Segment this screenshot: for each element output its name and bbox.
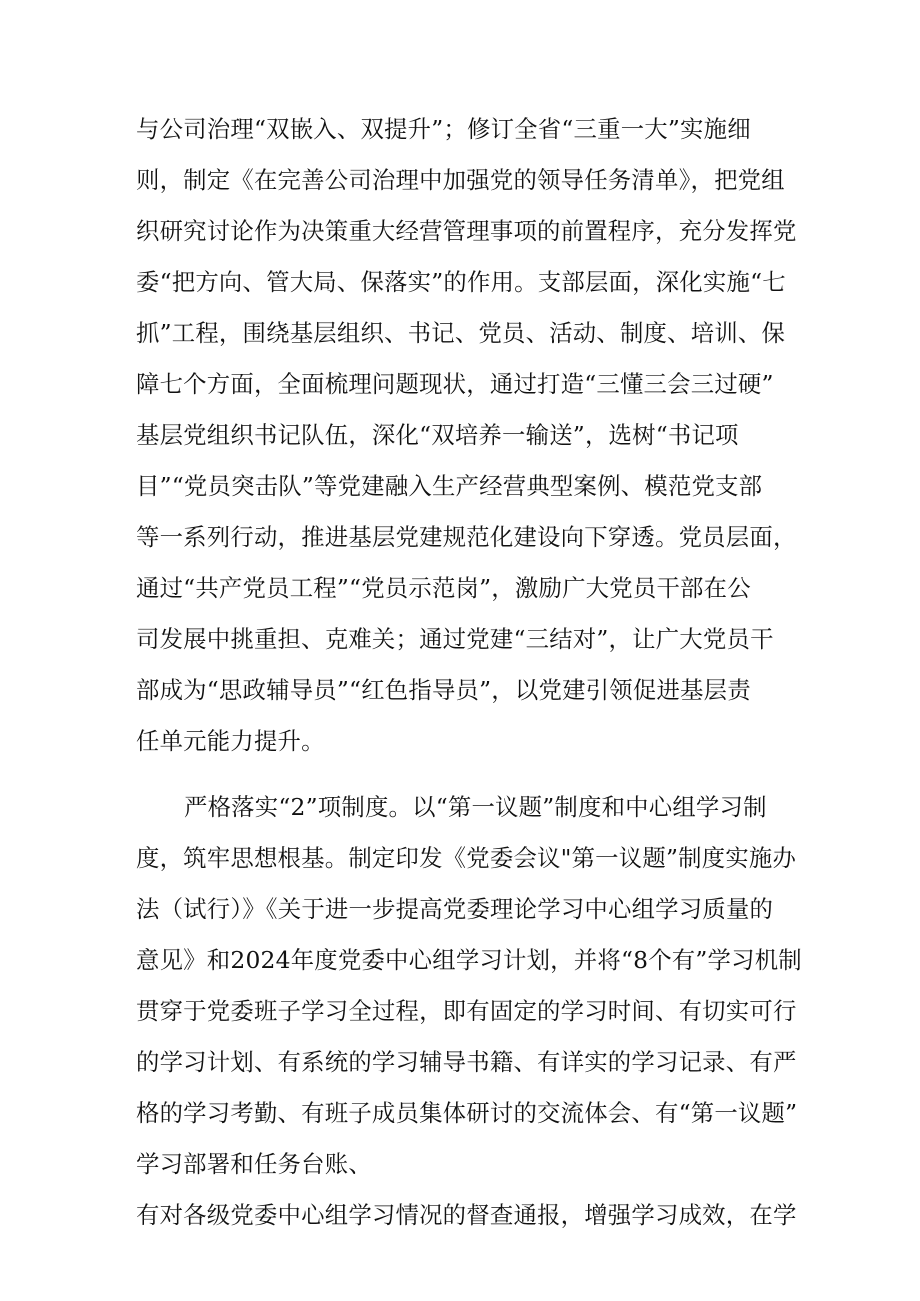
text-line: 障七个方面，全面梳理问题现状，通过打造“三懂三会三过硬” (136, 370, 774, 398)
text-line: 的学习计划、有系统的学习辅导书籍、有详实的学习记录、有严 (136, 1048, 797, 1076)
text-line: 严格落实“2”项制度。以“第一议题”制度和中心组学习制 (184, 793, 767, 821)
text-line: 格的学习考勤、有班子成员集体研讨的交流体会、有“第一议题” (136, 1099, 798, 1127)
text-line: 有对各级党委中心组学习情况的督查通报，增强学习成效，在学 (136, 1201, 797, 1229)
text-line: 通过“共产党员工程”“党员示范岗”，激励广大党员干部在公 (136, 574, 751, 602)
text-line: 任单元能力提升。 (136, 727, 325, 755)
text-line: 部成为“思政辅导员”“红色指导员”，以党建引领促进基层责 (136, 676, 751, 704)
text-line: 法（试行）》《关于进一步提高党委理论学习中心组学习质量的 (136, 895, 774, 923)
text-line: 目”“党员突击队”等党建融入生产经营典型案例、模范党支部 (136, 472, 763, 500)
text-line: 织研究讨论作为决策重大经营管理事项的前置程序，充分发挥党 (136, 217, 797, 245)
text-line: 基层党组织书记队伍，深化“双培养一输送”，选树“书记项 (136, 421, 739, 449)
text-line: 抓”工程，围绕基层组织、书记、党员、活动、制度、培训、保 (136, 319, 786, 347)
text-line: 委“把方向、管大局、保落实”的作用。支部层面，深化实施“七 (136, 268, 786, 296)
text-line: 意见》和2024年度党委中心组学习计划，并将“8个有”学习机制 (136, 946, 802, 974)
text-line: 度，筑牢思想根基。制定印发《党委会议"第一议题”制度实施办 (136, 844, 797, 872)
text-line: 学习部署和任务台账、 (136, 1150, 372, 1178)
text-line: 则，制定《在完善公司治理中加强党的领导任务清单》，把党组 (136, 166, 785, 194)
text-line: 贯穿于党委班子学习全过程，即有固定的学习时间、有切实可行 (136, 997, 797, 1025)
text-line: 与公司治理“双嵌入、双提升”；修订全省“三重一大”实施细 (136, 115, 751, 143)
text-line: 等一系列行动，推进基层党建规范化建设向下穿透。党员层面， (136, 523, 797, 551)
text-line: 司发展中挑重担、克难关；通过党建“三结对”，让广大党员干 (136, 625, 774, 653)
